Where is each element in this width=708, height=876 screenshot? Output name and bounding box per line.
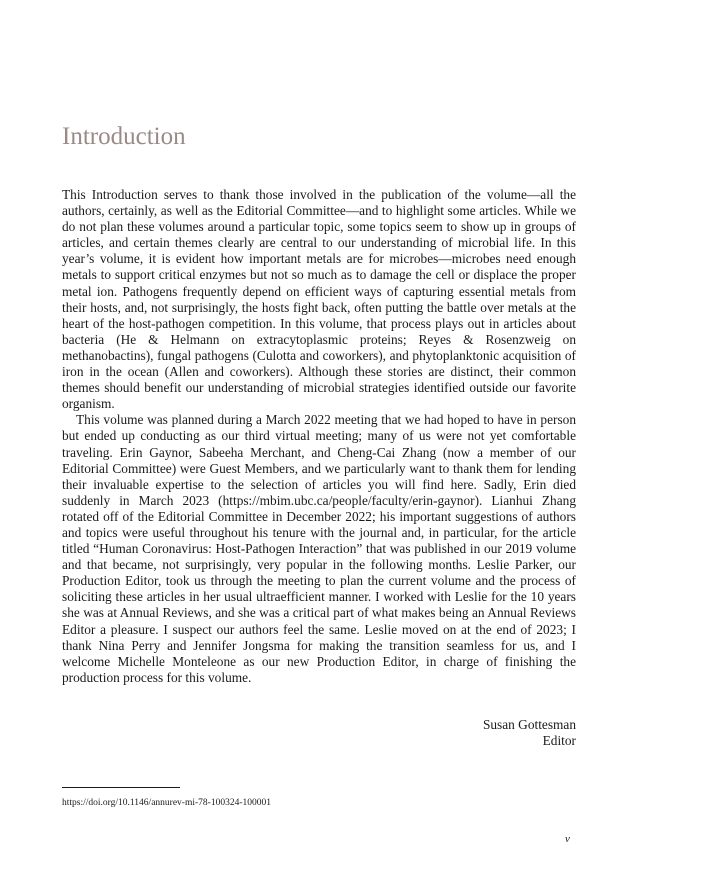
doi-link[interactable]: https://doi.org/10.1146/annurev-mi-78-100324-100001 xyxy=(62,798,271,808)
page-title: Introduction xyxy=(62,123,186,150)
footnote-divider xyxy=(62,787,180,788)
paragraph: This volume was planned during a March 2022 meeting that we had hoped to have in person but ended up conducting as our third virtual meeting; many of us were not yet comfortable traveling. Erin Gaynor, Sabeeha Merchant, and Cheng-Cai Zhang (now a member of our Editorial Committee) were Guest Members, and we particularly want to thank them for lending their invaluable expertise to the selection of articles you will find here. Sadly, Erin died suddenly in March 2023 (https://mbim.ubc.ca/people/faculty/erin-gaynor). Lianhui Zhang rotated off of the Editorial Committee in December 2022; his important suggestions of authors and topics were useful throughout his tenure with the journal and, in particular, for the article titled “Human Coronavirus: Host-Pathogen Interaction” that was published in our 2019 volume and that became, not surprisingly, very popular in the following months. Leslie Parker, our Production Editor, took us through the meeting to plan the current volume and the process of soliciting these articles in her usual ultraefficient manner. I worked with Leslie for the 10 years she was at Annual Reviews, and she was a critical part of what makes being an Annual Reviews Editor a pleasure. I suspect our authors feel the same. Leslie moved on at the end of 2023; I thank Nina Perry and Jennifer Jongsma for making the transition seamless for us, and I welcome Michelle Monteleone as our new Production Editor, in charge of finishing the production process for this volume. xyxy=(62,412,576,685)
signature-role: Editor xyxy=(542,733,576,749)
body-text xyxy=(62,187,576,686)
paragraph: This Introduction serves to thank those involved in the publication of the volume—all the authors, certainly, as well as the Editorial Committee—and to highlight some articles. While we do not plan these volumes around a particular topic, some topics seem to show up in groups of articles, and certain themes clearly are central to our understanding of microbial life. In this year’s volume, it is evident how important metals are for microbes—microbes need enough metals to support critical enzymes but not so much as to damage the cell or displace the proper metal ion. Pathogens frequently depend on efficient ways of capturing essential metals from their hosts, and, not surprisingly, the hosts fight back, often putting the battle over metals at the heart of the host-pathogen competition. In this volume, that process plays out in articles about bacteria (He & Helmann on extracytoplasmic proteins; Reyes & Rosenzweig on methanobactins), fungal pathogens (Culotta and coworkers), and phytoplanktonic acquisition of iron in the ocean (Allen and coworkers). Although these stories are distinct, their common themes should benefit our understanding of microbial strategies identified outside our favorite organism. xyxy=(62,187,576,412)
page-number: v xyxy=(565,833,570,845)
signature-name: Susan Gottesman xyxy=(482,717,576,732)
signature xyxy=(483,717,576,749)
